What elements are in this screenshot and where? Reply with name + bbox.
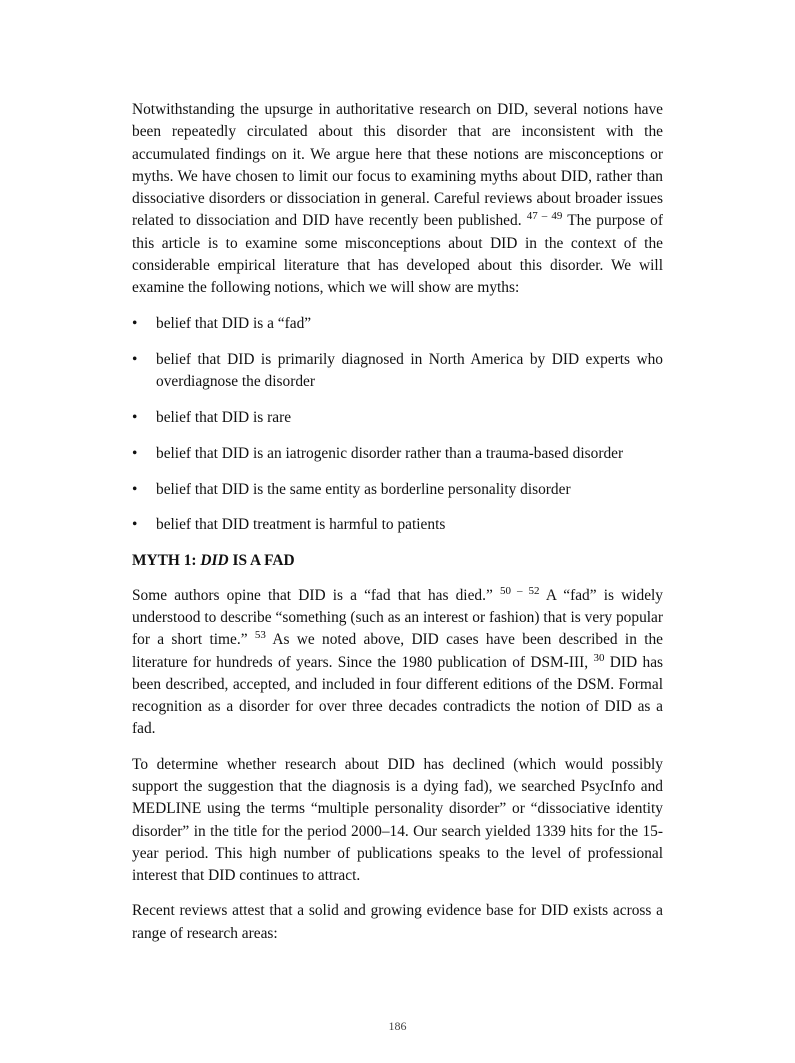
myth1-text-3: As we noted above, DID cases have been described in the literature for hundreds of years. Since the 1980 publication of DSM-III, [132,631,664,671]
bullet-glyph: • [132,480,138,498]
list-item-text: belief that DID is rare [156,408,292,426]
myth1-paragraph-2: To determine whether research about DID has declined (which would possibly support the suggestion that the diagnosis is a dying fad), we searched PsycInfo and MEDLINE using the terms “multiple personality disorder” or “dissociative identity disorder” in the title for the period 2000–14. Our search yielded 1339 hits for the 15-year period. This high number of publications speaks to the level of professional interest that DID continues to attract. [132,755,663,885]
list-item-text: belief that DID is a “fad” [156,314,312,332]
list-item [132,407,663,429]
intro-text-1: Notwithstanding the upsurge in authoritative research on DID, several notions have been repeatedly circulated about this disorder that are inconsistent with the accumulated findings on it. We argue here that these notions are misconceptions or myths. We have chosen to limit our focus to examining myths about DID, rather than dissociative disorders or dissociation in general. Careful reviews about broader issues related to dissociation and DID have recently been published. [132,101,663,230]
list-item [132,349,663,394]
bullet-glyph: • [132,408,138,426]
myth1-paragraph-1 [132,585,663,741]
bullet-glyph: • [132,350,138,368]
myth1-paragraph-3: Recent reviews attest that a solid and growing evidence base for DID exists across a range of research areas: [132,902,663,942]
page-number: 186 [388,1019,407,1033]
bullet-glyph: • [132,444,138,462]
citation-50-52: 50 – 52 [499,584,540,597]
list-item-text: belief that DID is an iatrogenic disorder rather than a trauma-based disorder [156,444,624,462]
myth1-text-1: Some authors opine that DID is a “fad that has died.” [132,586,493,604]
document-page [132,99,663,958]
list-item-text: belief that DID treatment is harmful to patients [156,516,446,534]
intro-text-2: The purpose of this article is to examine some misconceptions about DID in the context of the considerable empirical literature that has developed about this disorder. We will examine the following notions, which we will show are myths: [132,212,664,297]
bullet-glyph: • [132,516,138,534]
section-heading-myth-1 [132,550,663,572]
heading-suffix: IS A FAD [228,552,295,570]
list-item [132,479,663,501]
heading-emphasis: DID [200,552,229,570]
myth1-text-4: DID has been described, accepted, and included in four different editions of the DSM. Formal recognition as a disorder for over three decades contradicts the notion of DID as a fad. [132,653,664,738]
citation-53: 53 [254,629,266,642]
bullet-glyph: • [132,314,138,332]
myth1-text-2: A “fad” is widely understood to describe “something (such as an interest or fashion) that is very popular for a short time.” [132,586,663,649]
list-item [132,313,663,335]
list-item-text: belief that DID is primarily diagnosed in North America by DID experts who overdiagnose the disorder [156,350,663,390]
citation-30: 30 [593,651,605,664]
myth-list [132,313,663,537]
list-item [132,443,663,465]
list-item [132,514,663,536]
intro-paragraph [132,99,663,300]
citation-47-49: 47 – 49 [526,210,563,223]
list-item-text: belief that DID is the same entity as borderline personality disorder [156,480,571,498]
heading-prefix: MYTH 1: [132,552,201,570]
